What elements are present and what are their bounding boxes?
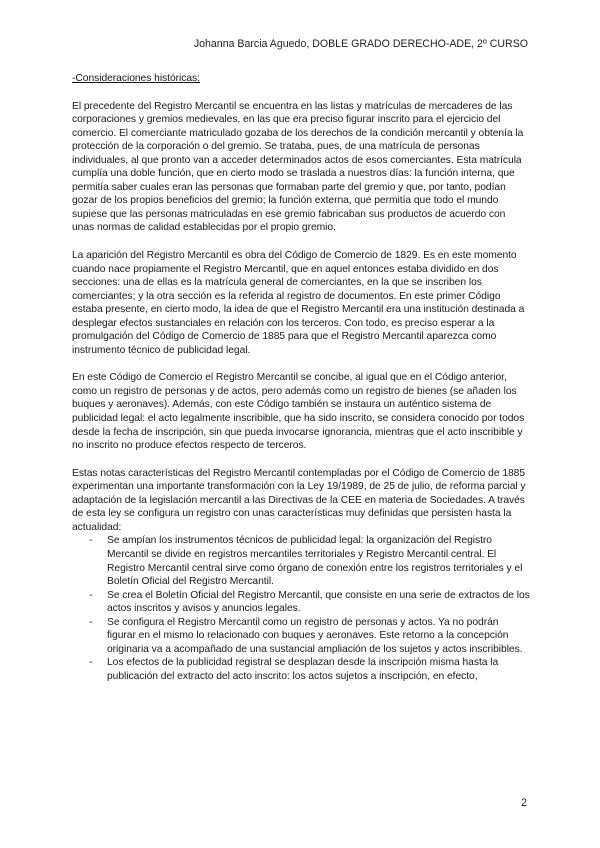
page-header: Johanna Barcia Aguedo, DOBLE GRADO DERECHO-ADE, 2º CURSO <box>193 38 528 50</box>
page-number: 2 <box>521 797 527 809</box>
list-item <box>72 616 530 657</box>
paragraph-codigo-1885: En este Código de Comercio el Registro Mercantil se concibe, al igual que en el Código anterior, como un registro de personas y de actos, pero además como un registro de bienes (se añaden los buques y aeronaves). Además, con este Código también se instaura un auténtico sistema de publicidad legal: el acto legalmente inscribible, que ha sido inscrito, se considera conocido por todos desde la fecha de inscripción, sin que pueda invocarse ignorancia, mientras que el acto inscribible y no inscrito no produce efectos respecto de terceros. <box>72 372 525 452</box>
document-body <box>72 72 530 683</box>
list-item <box>72 656 530 683</box>
list-item <box>72 534 530 588</box>
list-dash: - <box>89 535 93 547</box>
list-dash: - <box>89 589 93 601</box>
list-item-text: Se ampían los instrumentos técnicos de publicidad legal: la organización del Registro Mercantil se divide en registros mercantiles territoriales y Registro Mercantil central. El Registro Mercantil central sirve como órgano de conexión entre los registros territoriales y el Boletín Oficial del Registro Mercantil. <box>107 535 523 588</box>
list-item <box>72 589 530 616</box>
list-dash: - <box>89 616 93 628</box>
list-dash: - <box>89 657 93 669</box>
characteristics-list <box>72 534 530 683</box>
list-item-text: Se crea el Boletín Oficial del Registro Mercantil, que consiste en una serie de extractos de los actos inscritos y avisos y anuncios legales. <box>107 589 530 615</box>
paragraph-codigo-1829: La aparición del Registro Mercantil es obra del Código de Comercio de 1829. Es en este momento cuando nace propiamente el Registro Mercantil, que en aquel entonces estaba dividido en dos secciones: una de ellas es la matrícula general de comerciantes, en la que se inscriben los comerciantes; y la otra sección es la referida al registro de documentos. En este primer Código estaba presente, en cierto modo, la idea de que el Registro Mercantil era una institución destinada a desplegar efectos sustanciales en relación con los terceros. Con todo, es preciso esperar a la promulgación del Código de Comercio de 1885 para que el Registro Mercantil aparezca como instrumento técnico de publicidad legal. <box>72 250 525 356</box>
paragraph-ley-1989: Estas notas características del Registro Mercantil contempladas por el Código de Comercio de 1885 experimentan una importante transformación con la Ley 19/1989, de 25 de julio, de reforma parcial y adaptación de la legislación mercantil a las Directivas de la CEE en materia de Sociedades. A través de esta ley se configura un registro con unas características muy definidas que persisten hasta la actualidad: <box>72 467 526 533</box>
section-title: -Consideraciones históricas: <box>72 73 200 84</box>
list-item-text: Se configura el Registro Mercantil como un registro de personas y actos. Ya no podrán figurar en el mismo lo relacionado con buques y aeronaves. Este retorno a la concepción originaria va a acompañado de una sustancial ampliación de los sujetos y actos inscribibles. <box>107 616 523 655</box>
paragraph-gremios: El precedente del Registro Mercantil se encuentra en las listas y matrículas de mercaderes de las corporaciones y gremios medievales, en las que era preciso figurar inscrito para el ejercicio del comercio. El comerciante matriculado gozaba de los derechos de la condición mercantil y obtenía la protección de la corporación o del gremio. Se trataba, pues, de una matrícula de personas individuales, al que pronto van a acceder determinados actos de esos comerciantes. Esta matrícula cumplía una doble función, que en cierto modo se traslada a nuestros días: la función interna, que permitía saber cuales eran las personas que formaban parte del gremio y que, por tanto, podían gozar de los propios beneficios del gremio; la función externa, que permitía que todo el mundo supiese que las personas matriculadas en ese gremio fabricaban sus productos de acuerdo con unas normas de calidad establecidas por el propio gremio. <box>72 100 524 234</box>
list-item-text: Los efectos de la publicidad registral se desplazan desde la inscripción misma hasta la publicación del extracto del acto inscrito: los actos sujetos a inscripción, en efecto, <box>107 657 499 682</box>
